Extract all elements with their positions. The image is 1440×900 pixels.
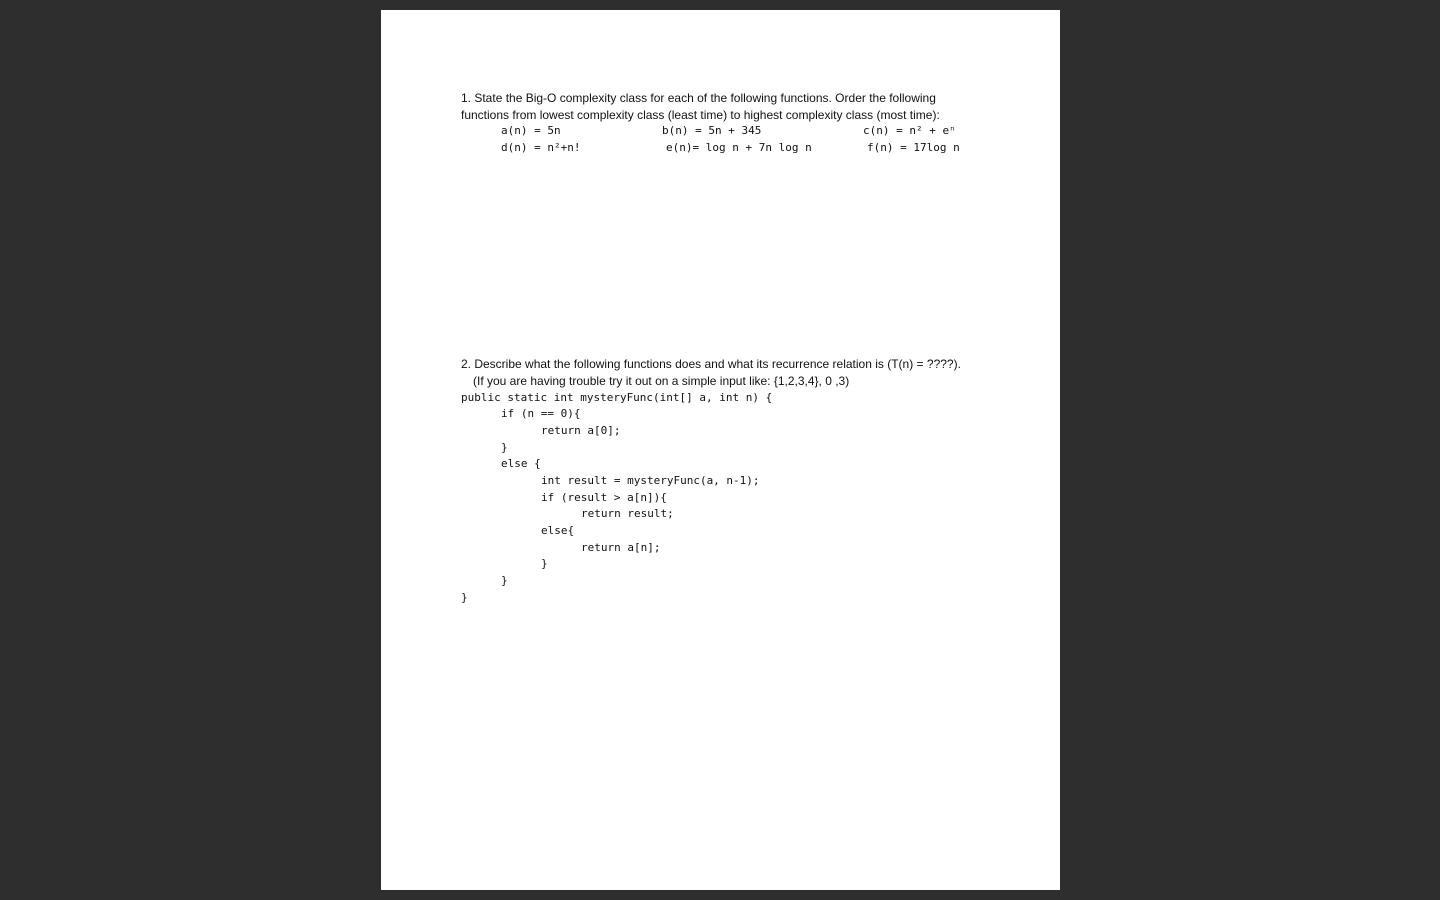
code-line: } xyxy=(461,591,468,604)
code-line: if (n == 0){ xyxy=(501,407,581,420)
code-line: public static int mysteryFunc(int[] a, int n) { xyxy=(461,391,773,404)
function-b: b(n) = 5n + 345 xyxy=(662,124,762,137)
code-line: } xyxy=(501,574,508,587)
q1-prompt-line-2: functions from lowest complexity class (least time) to highest complexity class (most time): xyxy=(461,108,940,122)
code-line: return a[n]; xyxy=(581,541,661,554)
function-a: a(n) = 5n xyxy=(501,124,561,137)
code-line: return result; xyxy=(581,507,674,520)
code-line: } xyxy=(541,557,548,570)
document-page xyxy=(381,10,1060,890)
q2-prompt-line-2: (If you are having trouble try it out on a simple input like: {1,2,3,4}, 0 ,3) xyxy=(473,374,850,388)
function-d: d(n) = n²+n! xyxy=(501,141,581,154)
code-line: int result = mysteryFunc(a, n-1); xyxy=(541,474,760,487)
function-e: e(n)= log n + 7n log n xyxy=(666,141,812,154)
code-line: else { xyxy=(501,457,541,470)
code-line: else{ xyxy=(541,524,575,537)
q1-prompt-line-1: 1. State the Big-O complexity class for each of the following functions. Order the following xyxy=(461,91,936,105)
code-line: } xyxy=(501,441,508,454)
q2-prompt-line-1: 2. Describe what the following functions does and what its recurrence relation is (T(n) = ????). xyxy=(461,357,961,371)
code-line: if (result > a[n]){ xyxy=(541,491,667,504)
function-f: f(n) = 17log n xyxy=(867,141,960,154)
code-line: return a[0]; xyxy=(541,424,621,437)
function-c: c(n) = n² + eⁿ xyxy=(863,124,956,137)
